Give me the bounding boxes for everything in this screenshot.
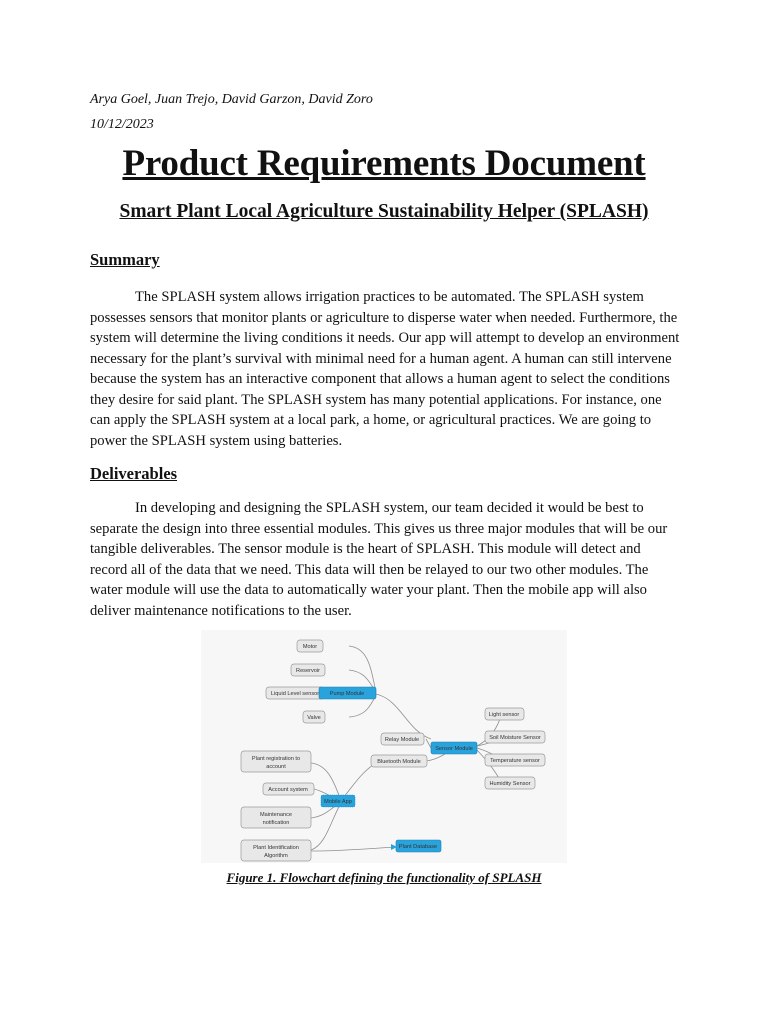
node-sensor-module (431, 742, 477, 754)
svg-text:Algorithm: Algorithm (264, 853, 288, 859)
node-plant-database (396, 840, 441, 852)
node-soil-moisture-sensor (485, 731, 545, 743)
summary-heading: Summary (90, 250, 160, 269)
svg-text:Temperature sensor: Temperature sensor (490, 758, 540, 764)
flowchart-diagram (201, 630, 567, 863)
node-pump-module (319, 687, 376, 699)
node-humidity-sensor (485, 777, 535, 789)
deliverables-heading: Deliverables (90, 464, 178, 483)
svg-text:Maintenance: Maintenance (259, 812, 293, 818)
svg-text:Mobile App: Mobile App (324, 799, 352, 805)
svg-text:Reservoir: Reservoir (296, 668, 320, 674)
svg-text:Humidity Sensor: Humidity Sensor (489, 781, 531, 787)
svg-text:Pump Module: Pump Module (329, 691, 365, 697)
svg-text:Motor: Motor (302, 644, 318, 650)
svg-text:Light sensor: Light sensor (488, 712, 520, 718)
node-light-sensor (485, 708, 524, 720)
node-maintenance-notification (241, 807, 311, 828)
flowchart-figure (201, 630, 567, 863)
node-reservoir (291, 664, 325, 676)
node-valve (303, 711, 325, 723)
authors-line: Arya Goel, Juan Trejo, David Garzon, David Zoro (90, 92, 373, 107)
summary-paragraph: The SPLASH system allows irrigation practices to be automated. The SPLASH system possesses sensors that monitor plants or agriculture to disperse water when needed. Furthermore, the system will determine the living conditions it needs. Our app will attempt to develop an environment necessary for the plant’s survival with minimal need for a human agent. A human can still intervene because the system has an interactive component that allows a human agent to select the conditions they desire for said plant. The SPLASH system has many potential applications. For instance, one can apply the SPLASH system at a local park, a home, or agricultural practices. We are going to power the SPLASH system using batteries. (90, 289, 680, 449)
svg-text:Bluetooth Module: Bluetooth Module (377, 759, 421, 765)
node-plant-identification-algorithm (241, 840, 311, 861)
document-date: 10/12/2023 (90, 117, 154, 132)
svg-text:notification: notification (262, 820, 290, 826)
svg-text:Relay Module: Relay Module (384, 737, 420, 743)
svg-text:account: account (266, 764, 286, 770)
node-temperature-sensor (485, 754, 545, 766)
document-subtitle: Smart Plant Local Agriculture Sustainability Helper (SPLASH) (119, 201, 649, 222)
svg-text:Sensor Module: Sensor Module (435, 746, 473, 752)
node-motor (297, 640, 323, 652)
svg-text:Plant Database: Plant Database (398, 844, 438, 850)
node-account-system (263, 783, 314, 795)
svg-text:Liquid Level sensor: Liquid Level sensor (270, 691, 320, 697)
node-bluetooth-module (371, 755, 427, 767)
svg-text:Account system: Account system (268, 787, 308, 793)
svg-text:Valve: Valve (307, 715, 321, 721)
svg-text:Plant Identification: Plant Identification (253, 845, 299, 851)
deliverables-paragraph: In developing and designing the SPLASH system, our team decided it would be best to separate the design into three essential modules. This gives us three major modules that will be our tangible deliverables. The sensor module is the heart of SPLASH. This module will detect and record all of the data that we need. This data will then be relayed to our two other modules. The water module will use the data to automatically water your plant. Then the mobile app will also deliver maintenance notifications to the user. (90, 500, 668, 619)
svg-text:Plant registration to: Plant registration to (251, 756, 301, 762)
node-plant-registration (241, 751, 311, 772)
document-title: Product Requirements Document (122, 143, 646, 184)
node-relay-module (381, 733, 424, 745)
figure-caption: Figure 1. Flowchart defining the functionality of SPLASH (226, 870, 542, 885)
node-mobile-app (321, 795, 355, 807)
node-liquid-level-sensor (266, 687, 324, 699)
svg-text:Soil Moisture Sensor: Soil Moisture Sensor (489, 735, 541, 741)
